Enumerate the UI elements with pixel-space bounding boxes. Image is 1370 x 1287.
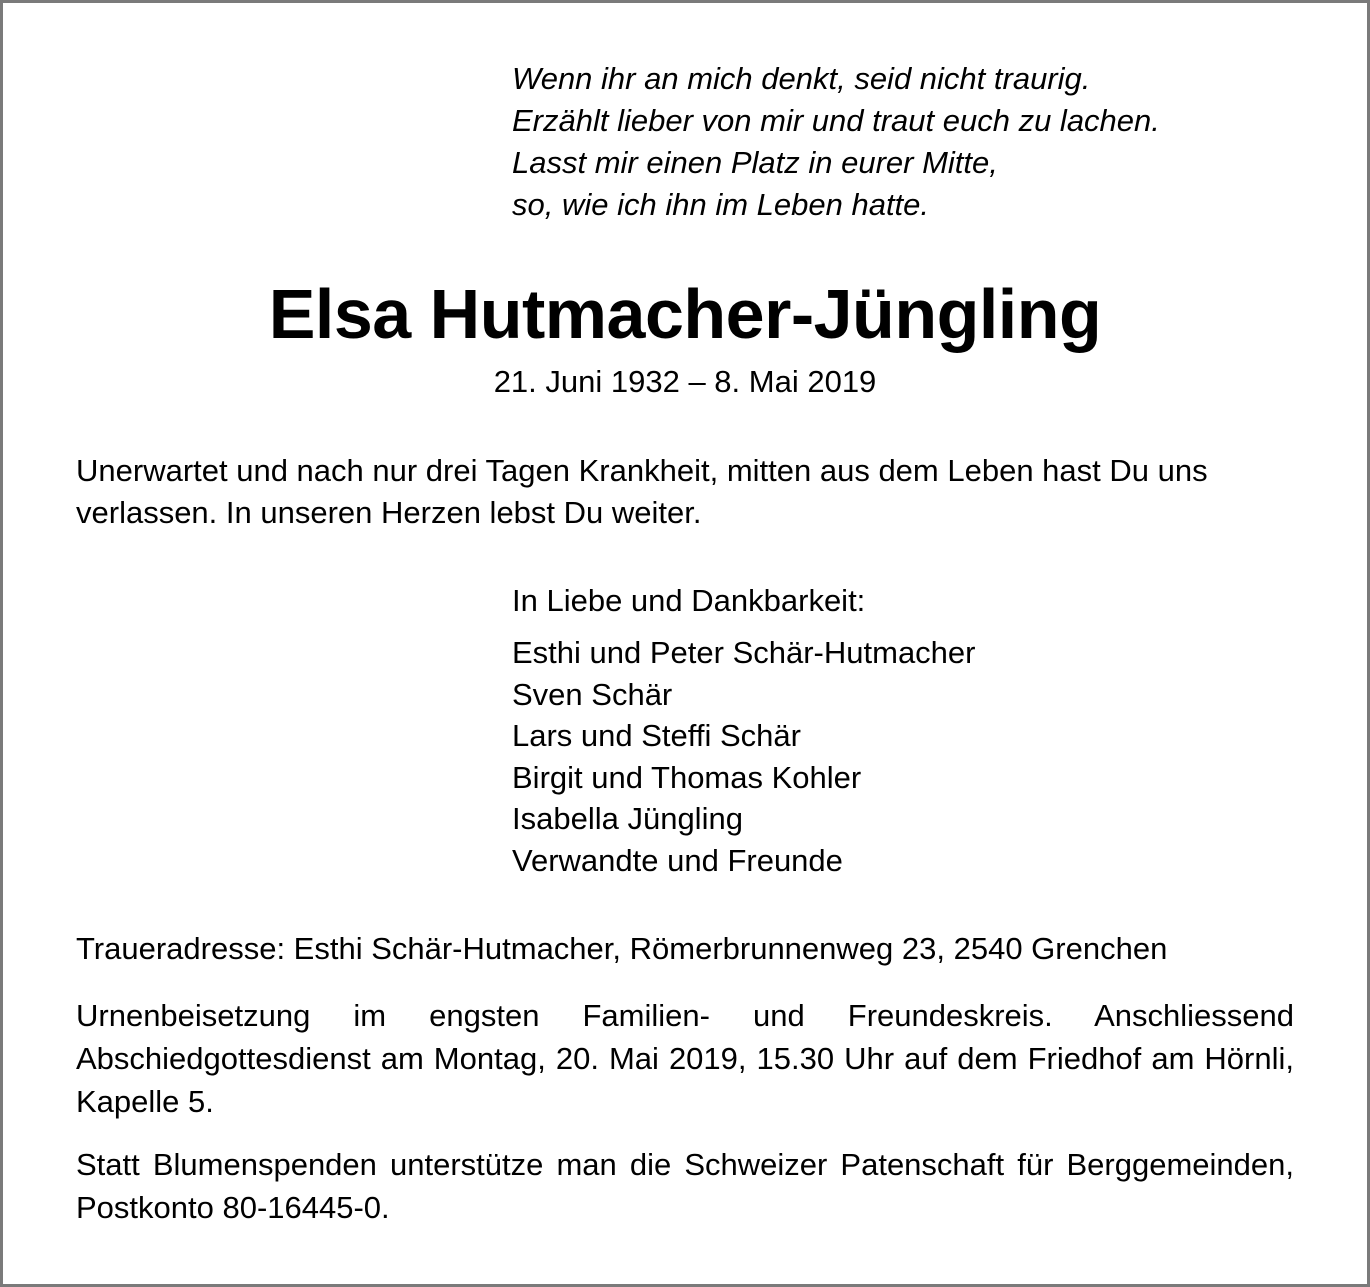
life-dates: 21. Juni 1932 – 8. Mai 2019 <box>493 364 877 399</box>
mourner-entry: Esthi und Peter Schär-Hutmacher <box>512 635 976 670</box>
mourning-address: Traueradresse: Esthi Schär-Hutmacher, Römerbrunnenweg 23, 2540 Grenchen <box>76 931 1168 966</box>
thanks-heading: In Liebe und Dankbarkeit: <box>512 583 866 618</box>
mourner-entry: Isabella Jüngling <box>512 801 743 836</box>
mourners-list <box>512 632 976 881</box>
poem-line: Wenn ihr an mich denkt, seid nicht traurig. <box>512 61 1091 96</box>
deceased-name: Elsa Hutmacher-Jüngling <box>268 275 1102 353</box>
poem <box>512 58 1160 226</box>
poem-line: Lasst mir einen Platz in eurer Mitte, <box>512 145 998 180</box>
mourner-entry: Verwandte und Freunde <box>512 842 843 878</box>
intro-text: Unerwartet und nach nur drei Tagen Krankheit, mitten aus dem Leben hast Du uns verlassen. In unseren Herzen lebst Du weiter. <box>76 453 1208 530</box>
poem-line: so, wie ich ihn im Leben hatte. <box>512 187 930 222</box>
poem-line: Erzählt lieber von mir und traut euch zu lachen. <box>512 103 1160 138</box>
service-info: Urnenbeisetzung im engsten Familien- und Freundeskreis. Anschliessend Abschiedgottesdienst am Montag, 20. Mai 2019, 15.30 Uhr auf dem Friedhof am Hörnli, Kapelle 5. <box>76 998 1294 1119</box>
mourner-entry: Birgit und Thomas Kohler <box>512 759 862 795</box>
donation-info: Statt Blumenspenden unterstütze man die Schweizer Patenschaft für Berggemeinden, Postkonto 80-16445-0. <box>76 1147 1294 1225</box>
mourner-entry: Sven Schär <box>512 676 673 712</box>
mourner-entry: Lars und Steffi Schär <box>512 718 801 753</box>
